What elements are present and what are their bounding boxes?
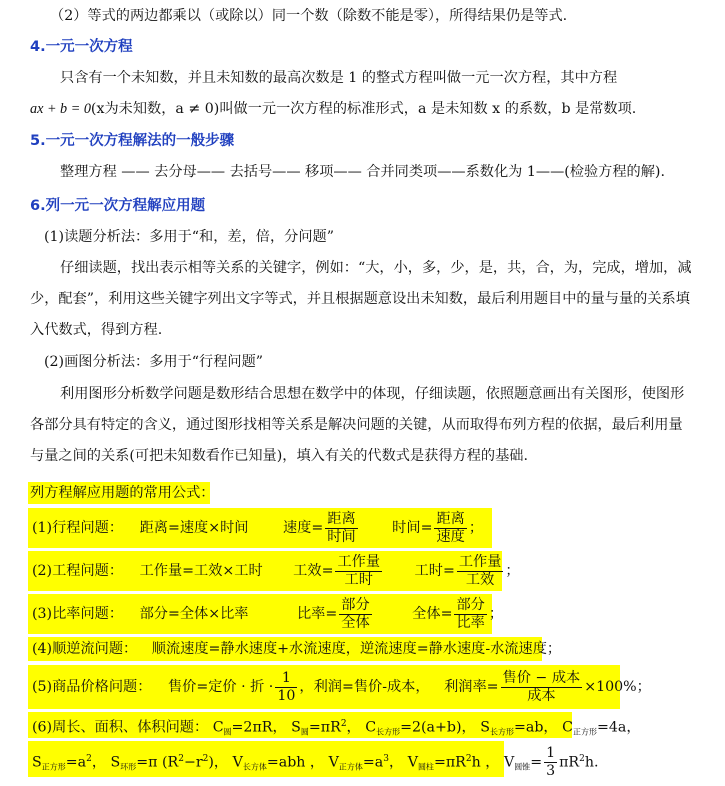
formula-1-main: 距离=速度×时间 [139, 520, 249, 536]
method-1-line-1: 仔细读题，找出表示相等关系的关键字，例如：“大，小，多，少，是，共，合，为，完成，增加，减 [60, 260, 692, 276]
formula-4 [32, 639, 561, 659]
formula-2-label: (2)工程问题： [32, 563, 124, 579]
formula-1-a-frac: $\frac{\text{距离}}{\text{时间}}$ [327, 510, 356, 545]
formula-3-b-lhs: 全体 [412, 606, 441, 622]
formula-1: (1)行程问题： 距离=速度×时间 速度= $\frac{\text{距离}}{\text{时间}}$ 时间= $\frac{\text{距离}}{\text{速度}}$ ； [32, 510, 484, 545]
formula-1-label: (1)行程问题： [32, 520, 124, 536]
formula-5: (5)商品价格问题： 售价=定价 · 折 · $\frac{1}{10}$ ，利润=售价-成本， 利润率= $\frac{\text{售价 − 成本}}{\text{成本}}$ ×100%； [32, 669, 651, 704]
formula-6-label: (6)周长、面积、体积问题： [32, 719, 209, 736]
method-1-line-2: 少，配套”，利用这些关键字列出文字等式，并且根据题意设出未知数，最后利用题目中的量与量的关系填 [30, 291, 690, 307]
section-4-heading: 4.一元一次方程 [30, 39, 133, 55]
formula-3-main: 部分=全体×比率 [139, 606, 249, 622]
standard-form-formula: ax + b = 0 [30, 101, 91, 117]
section-4-para-2 [30, 99, 636, 119]
formula-1-b-lhs: 时间 [392, 520, 421, 536]
formula-4-label: (4)顺逆流问题： [32, 641, 138, 657]
formula-2: (2)工程问题： 工作量=工效×工时 工效= $\frac{\text{工作量}}{\text{工时}}$ 工时= $\frac{\text{工作量}}{\text{工效}}$ ； [32, 553, 520, 588]
formula-3: (3)比率问题： 部分=全体×比率 比率= $\frac{\text{部分}}{\text{全体}}$ 全体= $\frac{\text{部分}}{\text{比率}}$ ； [32, 596, 504, 631]
cone-frac: $\frac{1}{3}$ [546, 745, 556, 780]
formula-1-b-frac: $\frac{\text{距离}}{\text{速度}}$ [436, 510, 465, 545]
method-1-line-3: 入代数式，得到方程. [30, 322, 163, 338]
formula-5-part-3: ×100%； [584, 679, 651, 695]
formula-2-main: 工作量=工效×工时 [139, 563, 263, 579]
formula-5-rate-frac: $\frac{\text{售价 − 成本}}{\text{成本}}$ [502, 669, 581, 704]
formula-4-text: 顺流速度=静水速度+水流速度，逆流速度=静水速度-水流速度； [151, 641, 562, 657]
formula-5-rate-lhs: 利润率 [444, 679, 487, 695]
method-1-title: (1)读题分析法：多用于“和，差，倍，分问题” [44, 229, 334, 245]
method-2-line-1: 利用图形分析数学问题是数形结合思想在数学中的体现，仔细读题，依照题意画出有关图形，使图形 [60, 386, 685, 402]
formula-6-line-1: (6)周长、面积、体积问题： $C_圆=2\pi R$， $S_圆=\pi R^2$， $C_{长方形}=2(a+b)$， $S_{长方形}=ab$， $C_{正方形}=4a$， [32, 719, 641, 737]
formula-5-label: (5)商品价格问题： [32, 679, 152, 695]
formula-2-b-frac: $\frac{\text{工作量}}{\text{工效}}$ [458, 553, 502, 588]
formula-1-a-lhs: 速度 [282, 520, 312, 536]
formula-2-b-lhs: 工时 [414, 563, 443, 579]
formula-2-a-frac: $\frac{\text{工作量}}{\text{工时}}$ [337, 553, 381, 588]
formula-2-a-lhs: 工效 [293, 563, 322, 579]
method-2-line-3: 与量之间的关系(可把未知数看作已知量)，填入有关的代数式是获得方程的基础. [30, 448, 528, 464]
method-2-line-2: 各部分具有特定的含义，通过图形找相等关系是解决问题的关键，从而取得布列方程的依据，最后利用量 [30, 417, 683, 433]
formula-5-part-1: 售价=定价 · 折 · [167, 679, 274, 695]
formula-6-line-2: $S_{正方形}=a^2$， $S_{环形}=\pi$ $(R^2-r^2)$， $V_{长方体}=abh$ ， $V_{正方体}=a^3$， $V_{圆柱}=\pi R^2h$ ， $V_{圆锥}=$ $\frac{1}{3}$ $\pi R^2h$. [32, 745, 599, 780]
section-5-steps: 整理方程 —— 去分母—— 去括号—— 移项—— 合并同类项——系数化为 1——(检验方程的解). [60, 164, 665, 180]
section-4-para-1: 只含有一个未知数，并且未知数的最高次数是 1 的整式方程叫做一元一次方程，其中方程 [60, 70, 618, 86]
rule-2: （2）等式的两边都乘以（或除以）同一个数（除数不能是零），所得结果仍是等式. [50, 8, 568, 24]
section-5-heading: 5.一元一次方程解法的一般步骤 [30, 133, 235, 149]
section-4-para-2-text: (x为未知数，a ≠ 0)叫做一元一次方程的标准形式，a 是未知数 x 的系数，b 是常数项. [90, 101, 637, 117]
formulas-title: 列方程解应用题的常用公式： [30, 485, 215, 501]
method-2-title: (2)画图分析法：多用于“行程问题” [44, 354, 264, 370]
formula-3-a-frac: $\frac{\text{部分}}{\text{全体}}$ [341, 596, 370, 631]
formula-3-a-lhs: 比率 [296, 606, 326, 622]
formula-5-discount-frac: $\frac{1}{10}$ [277, 669, 296, 704]
section-6-heading: 6.列一元一次方程解应用题 [30, 198, 206, 214]
formula-5-part-2: ，利润=售价-成本， [299, 679, 430, 695]
formula-3-label: (3)比率问题： [32, 606, 124, 622]
formula-3-b-frac: $\frac{\text{部分}}{\text{比率}}$ [456, 596, 485, 631]
